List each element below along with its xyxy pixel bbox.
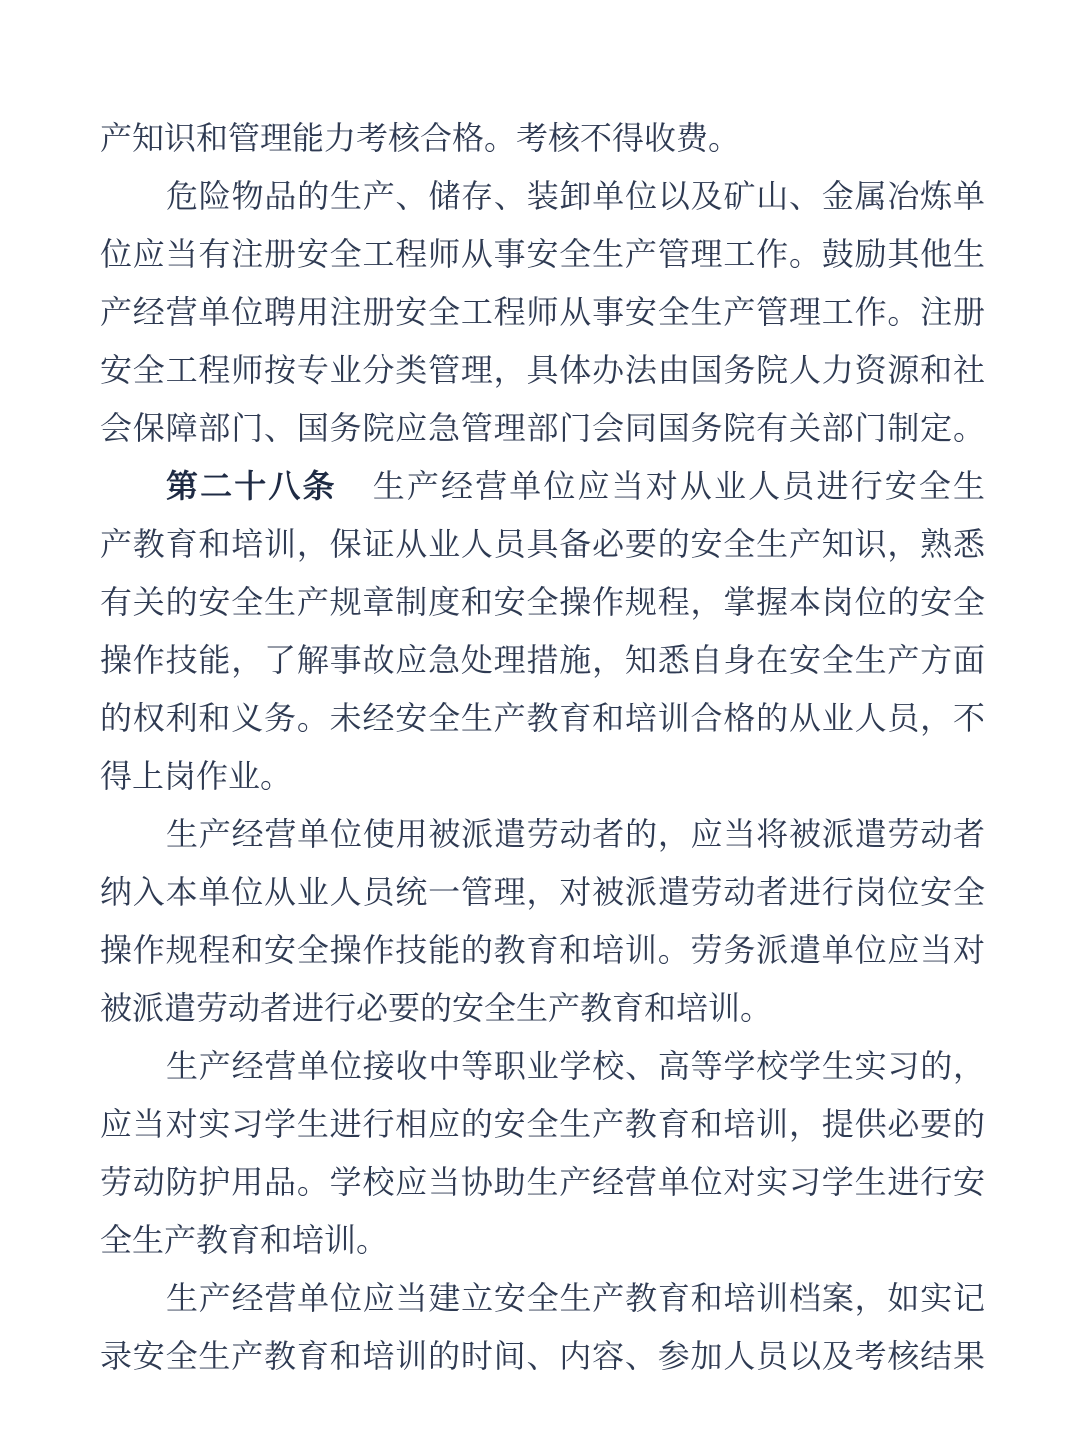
text-line: 纳入本单位从业人员统一管理，对被派遣劳动者进行岗位安全: [100, 874, 985, 910]
text-line: 生产经营单位使用被派遣劳动者的，应当将被派遣劳动者: [166, 816, 985, 852]
legal-text-block: [100, 109, 985, 1385]
text-line: 的权利和义务。未经安全生产教育和培训合格的从业人员，不: [100, 700, 985, 736]
text-line: [100, 457, 985, 515]
text-line-content: 生产经营单位应当对从业人员进行安全生: [372, 468, 985, 504]
text-line: 有关的安全生产规章制度和安全操作规程，掌握本岗位的安全: [100, 584, 985, 620]
text-line: 录安全生产教育和培训的时间、内容、参加人员以及考核结果: [100, 1338, 985, 1374]
text-line: 操作规程和安全操作技能的教育和培训。劳务派遣单位应当对: [100, 932, 985, 968]
text-line: 危险物品的生产、储存、装卸单位以及矿山、金属冶炼单: [166, 178, 985, 214]
text-line: 产经营单位聘用注册安全工程师从事安全生产管理工作。注册: [100, 294, 985, 330]
text-line: 会保障部门、国务院应急管理部门会同国务院有关部门制定。: [100, 410, 985, 446]
text-line: 得上岗作业。: [100, 758, 293, 794]
article-number-heading: 第二十八条: [166, 468, 337, 504]
text-line: 生产经营单位接收中等职业学校、高等学校学生实习的，: [166, 1048, 985, 1084]
text-line: 操作技能，了解事故应急处理措施，知悉自身在安全生产方面: [100, 642, 985, 678]
text-line: 全生产教育和培训。: [100, 1222, 389, 1258]
text-line: 被派遣劳动者进行必要的安全生产教育和培训。: [100, 990, 773, 1026]
text-line: 劳动防护用品。学校应当协助生产经营单位对实习学生进行安: [100, 1164, 985, 1200]
text-line: 产教育和培训，保证从业人员具备必要的安全生产知识，熟悉: [100, 526, 985, 562]
text-line: 安全工程师按专业分类管理，具体办法由国务院人力资源和社: [100, 352, 985, 388]
text-line: 位应当有注册安全工程师从事安全生产管理工作。鼓励其他生: [100, 236, 985, 272]
text-line: 生产经营单位应当建立安全生产教育和培训档案，如实记: [166, 1280, 985, 1316]
text-line: 产知识和管理能力考核合格。考核不得收费。: [100, 120, 741, 156]
text-line: 应当对实习学生进行相应的安全生产教育和培训，提供必要的: [100, 1106, 985, 1142]
